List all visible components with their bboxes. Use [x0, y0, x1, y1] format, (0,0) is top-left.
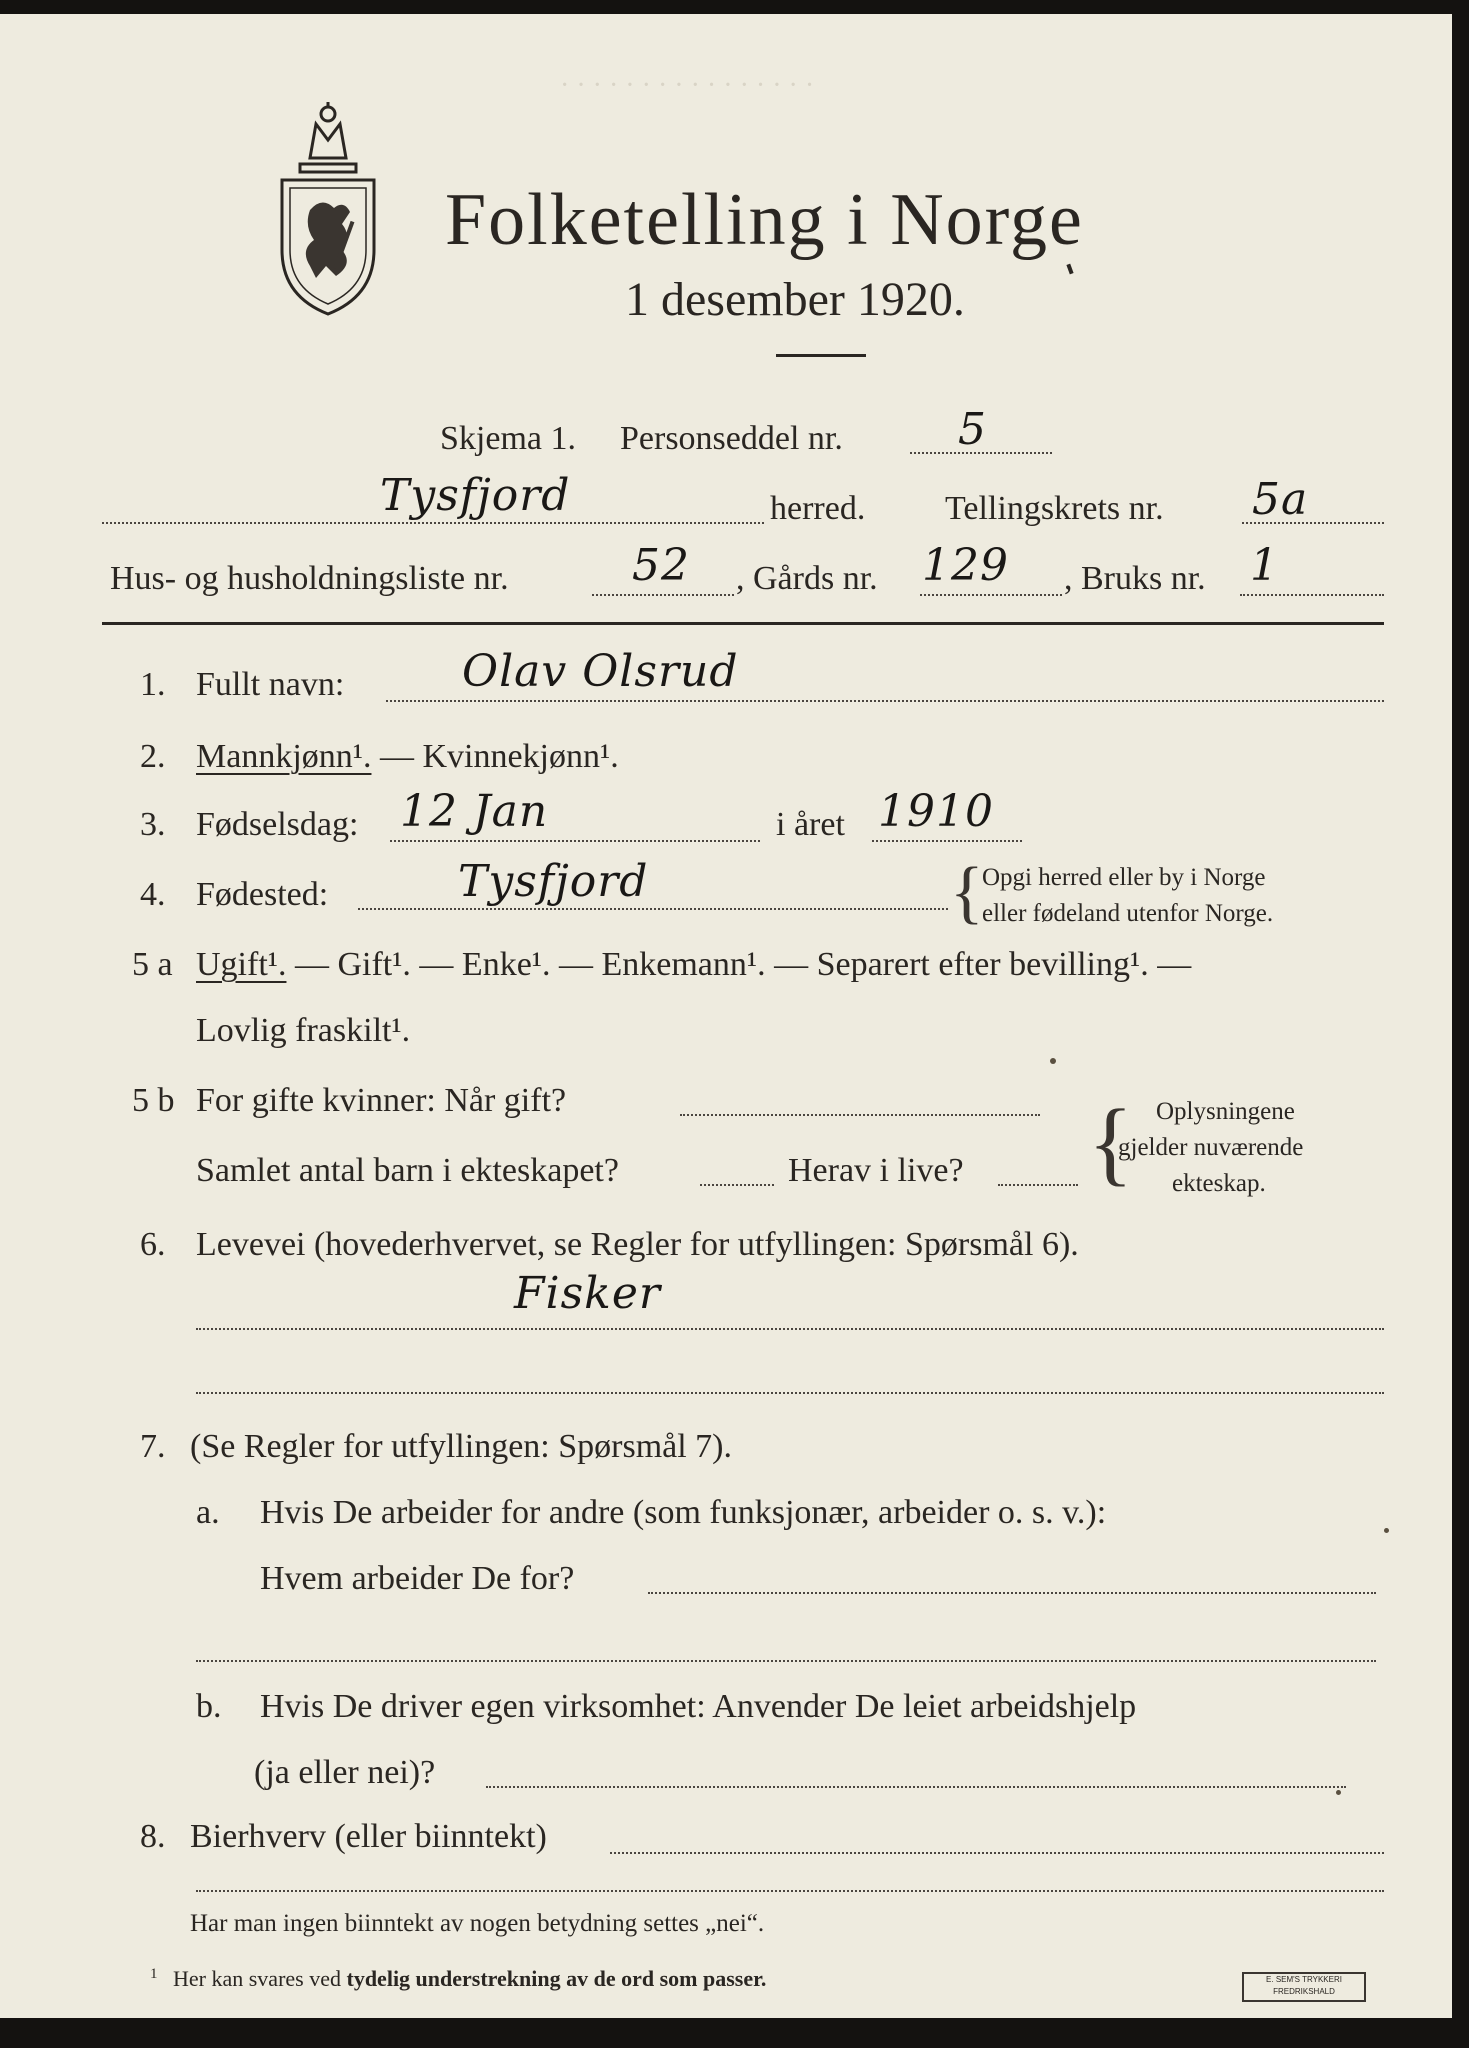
q8-extra-line [196, 1890, 1384, 1892]
q5a-other-options[interactable]: — Gift¹. — Enke¹. — Enkemann¹. — Separert efter bevilling¹. — [286, 946, 1192, 983]
gards-line [920, 594, 1062, 596]
q5b-label3: Herav i live? [788, 1152, 964, 1189]
footnote-bold: tydelig understrekning av de ord som passer. [346, 1966, 767, 1991]
q5a-line2[interactable]: Lovlig fraskilt¹. [196, 1012, 411, 1049]
schema-label: Skjema 1. [440, 420, 576, 457]
q3-year-label: i året [776, 806, 845, 843]
q6-occupation-value[interactable]: Fisker [514, 1268, 661, 1319]
herred-line [102, 522, 764, 524]
q4-birthplace-value[interactable]: Tysfjord [458, 856, 649, 907]
scan-edge-bottom [0, 2018, 1469, 2048]
q5b-note-line1: Oplysningene [1156, 1098, 1295, 1125]
q6-number: 6. [140, 1226, 166, 1263]
q7a-line2: Hvem arbeider De for? [260, 1560, 575, 1597]
q4-note-line2: eller fødeland utenfor Norge. [982, 900, 1274, 927]
q4-note-line1: Opgi herred eller by i Norge [982, 864, 1266, 891]
q1-fullname-value[interactable]: Olav Olsrud [462, 646, 739, 697]
q8-number: 8. [140, 1818, 166, 1855]
q5a-marital-options [196, 946, 1191, 984]
ink-dot [1050, 1058, 1056, 1064]
q6-line2 [196, 1392, 1384, 1394]
bruks-line [1240, 594, 1384, 596]
q7b-line1: Hvis De driver egen virksomhet: Anvender De leiet arbeidshjelp [260, 1688, 1137, 1725]
tellingskrets-value[interactable]: 5a [1252, 474, 1309, 525]
title-dot [1066, 264, 1073, 275]
footnote [150, 1966, 766, 1992]
q3-birthday-value[interactable]: 12 Jan [400, 786, 549, 837]
ink-dot-3 [1336, 1790, 1341, 1795]
q5b-when-married-line [680, 1114, 1040, 1116]
title-divider [776, 354, 866, 357]
q5b-children-line [700, 1184, 774, 1186]
footer-note: Har man ingen biinntekt av nogen betydning settes „nei“. [190, 1910, 765, 1937]
q5b-number: 5 b [132, 1082, 175, 1119]
q3-year-value[interactable]: 1910 [878, 786, 994, 837]
q8-answer-line [610, 1852, 1384, 1854]
q7a-letter: a. [196, 1494, 220, 1531]
gards-label: , Gårds nr. [736, 560, 878, 597]
tellingskrets-label: Tellingskrets nr. [945, 490, 1164, 527]
q7a-extra-line [196, 1660, 1376, 1662]
q2-male-option[interactable]: Mannkjønn¹. [196, 738, 372, 775]
scan-edge-top [0, 0, 1469, 14]
q4-note-brace: { [950, 854, 984, 931]
ink-dot-2 [1384, 1528, 1389, 1533]
q6-line1 [196, 1328, 1384, 1330]
husliste-value[interactable]: 52 [632, 540, 690, 591]
q5b-alive-line [998, 1184, 1078, 1186]
bruks-label: , Bruks nr. [1064, 560, 1206, 597]
q7-number: 7. [140, 1428, 166, 1465]
norwegian-coat-of-arms-icon [270, 100, 386, 320]
q5a-number: 5 a [132, 946, 173, 983]
q7a-line1: Hvis De arbeider for andre (som funksjonær, arbeider o. s. v.): [260, 1494, 1107, 1531]
header-divider [102, 622, 1384, 625]
q2-sex-options [196, 738, 619, 776]
q2-separator: — [371, 738, 423, 775]
bleed-through-text: · · · · · · · · · · · · · · · · [560, 70, 815, 101]
q3-label: Fødselsdag: [196, 806, 359, 843]
census-date: 1 desember 1920. [625, 273, 965, 326]
scan-edge-right [1452, 0, 1469, 2048]
q6-label: Levevei (hovederhvervet, se Regler for utfyllingen: Spørsmål 6). [196, 1226, 1079, 1263]
q5b-note-line2: gjelder nuværende [1118, 1134, 1304, 1161]
bruks-value[interactable]: 1 [1250, 540, 1279, 591]
q3-number: 3. [140, 806, 166, 843]
q7b-letter: b. [196, 1688, 222, 1725]
q7-label: (Se Regler for utfyllingen: Spørsmål 7). [190, 1428, 733, 1465]
q7b-answer-line [486, 1786, 1346, 1788]
q7a-answer-line [648, 1592, 1376, 1594]
q7b-line2: (ja eller nei)? [254, 1754, 436, 1791]
personseddel-value[interactable]: 5 [958, 404, 987, 455]
q1-line [386, 700, 1384, 702]
q2-number: 2. [140, 738, 166, 775]
q4-line [358, 908, 948, 910]
q4-label: Fødested: [196, 876, 329, 913]
personseddel-label: Personseddel nr. [620, 420, 843, 457]
q5b-label2: Samlet antal barn i ekteskapet? [196, 1152, 619, 1189]
footnote-plain: Her kan svares ved [173, 1966, 341, 1991]
q8-label: Bierhverv (eller biinntekt) [190, 1818, 547, 1855]
q5b-note-brace: { [1088, 1091, 1134, 1195]
herred-label: herred. [770, 490, 866, 527]
husliste-line [592, 594, 734, 596]
form-title: Folketelling i Norge [445, 179, 1084, 261]
husliste-label: Hus- og husholdningsliste nr. [110, 560, 509, 597]
gards-value[interactable]: 129 [922, 540, 1009, 591]
footnote-mark: 1 [150, 1966, 158, 1982]
q1-label: Fullt navn: [196, 666, 345, 703]
q1-number: 1. [140, 666, 166, 703]
q3-year-line [872, 840, 1022, 842]
herred-value[interactable]: Tysfjord [380, 470, 571, 521]
q3-day-line [390, 840, 760, 842]
q5b-note-line3: ekteskap. [1172, 1170, 1266, 1197]
printer-stamp: E. SEM'S TRYKKERI FREDRIKSHALD [1242, 1972, 1366, 2002]
q5a-ugift-option[interactable]: Ugift¹. [196, 946, 287, 983]
q4-number: 4. [140, 876, 166, 913]
q5b-label1: For gifte kvinner: Når gift? [196, 1082, 567, 1119]
q2-female-option[interactable]: Kvinnekjønn¹. [422, 738, 619, 775]
